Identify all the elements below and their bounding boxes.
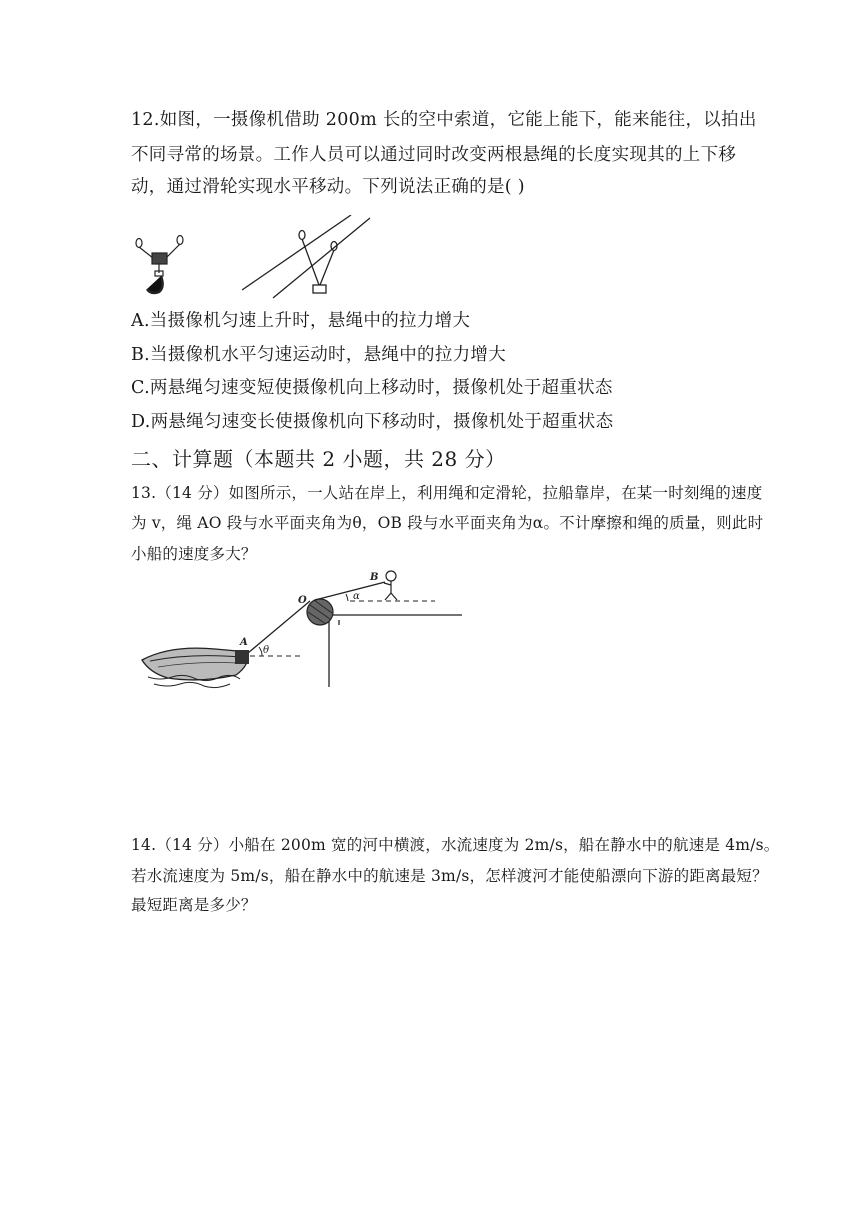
q13-line-3: 小船的速度多大？ <box>131 545 257 563</box>
q12-option-c: C.两悬绳匀速变短使摄像机向上移动时，摄像机处于超重状态 <box>131 378 613 398</box>
q12-option-a: A.当摄像机匀速上升时，悬绳中的拉力增大 <box>131 311 471 331</box>
q12-option-d: D.两悬绳匀速变长使摄像机向下移动时，摄像机处于超重状态 <box>131 412 614 432</box>
label-theta: θ <box>263 645 270 656</box>
boat-icon <box>142 648 249 687</box>
cableway-icon <box>242 215 370 298</box>
q14-line-3: 最短距离是多少？ <box>131 896 257 914</box>
q12-line-1: 12.如图，一摄像机借助 200m 长的空中索道，它能上能下，能来能往，以拍出 <box>131 110 757 130</box>
section-heading: 二、计算题（本题共 2 小题，共 28 分） <box>131 447 506 471</box>
boat-pulley-figure <box>140 565 470 695</box>
rope-ob <box>315 582 385 600</box>
q14-line-2: 若水流速度为 5m/s，船在静水中的航速是 3m/s，怎样渡河才能使船漂向下游的距离最短？ <box>131 867 768 885</box>
bank-icon <box>329 615 462 687</box>
label-b: B <box>370 572 379 583</box>
q12-line-2: 不同寻常的场景。工作人员可以通过同时改变两根悬绳的长度实现其的上下移 <box>131 145 737 165</box>
q13-line-1: 13.（14 分）如图所示，一人站在岸上，利用绳和定滑轮，拉船靠岸，在某一时刻绳的速度 <box>131 484 763 502</box>
q12-option-b: B.当摄像机水平匀速运动时，悬绳中的拉力增大 <box>131 345 507 365</box>
camera-assembly-icon <box>136 236 183 294</box>
pulley-icon <box>307 599 333 625</box>
label-alpha: α <box>353 591 360 602</box>
alpha-arc <box>346 594 348 601</box>
q14-line-1: 14.（14 分）小船在 200m 宽的河中横渡，水流速度为 2m/s，船在静水中的航速是 4m/s。 <box>131 836 780 854</box>
cableway-camera-figure <box>125 215 385 305</box>
theta-arc <box>259 647 262 656</box>
rope-ao <box>248 601 310 653</box>
q12-line-3: 动，通过滑轮实现水平移动。下列说法正确的是( ) <box>131 177 525 197</box>
person-icon <box>384 571 397 600</box>
q13-line-2: 为 v，绳 AO 段与水平面夹角为θ，OB 段与水平面夹角为α。不计摩擦和绳的质量，则此时 <box>131 514 764 532</box>
label-a: A <box>240 637 248 648</box>
label-o: O <box>298 595 307 606</box>
